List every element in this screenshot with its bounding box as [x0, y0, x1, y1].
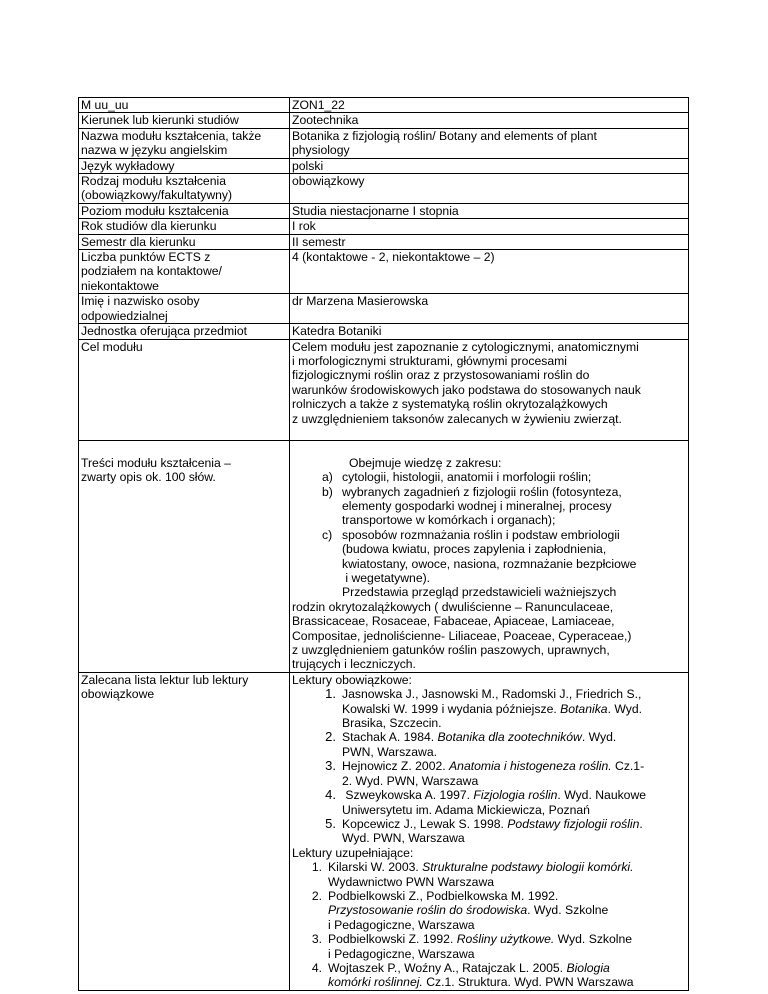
value-line: dr Marzena Masierowska — [292, 294, 429, 309]
value-line: z uwzględnieniem taksonów zalecanych w żywieniu zwierząt. — [292, 411, 622, 426]
content-paragraph-line: Brassicaceae, Rosaceae, Fabaceae, Apiaceae, Lamiaceae, — [292, 614, 615, 629]
label-line: M uu_uu — [81, 98, 129, 112]
row-value — [290, 324, 689, 339]
info-row — [79, 294, 689, 324]
row-label — [79, 98, 290, 113]
row-value — [290, 339, 689, 441]
italic-title: Podstawy fizjologii roślin — [507, 816, 640, 831]
label-line: Jednostka oferująca przedmiot — [81, 324, 247, 339]
value-line — [292, 188, 686, 202]
reading-item: 2. Stachak A. 1984. Botanika dla zootechników. Wyd. — [292, 730, 686, 744]
reading-item: 4. Szweykowska A. 1997. Fizjologia roślin. Wyd. Naukowe — [292, 788, 686, 802]
label-line: niekontaktowe — [81, 278, 159, 293]
row-label — [79, 324, 290, 339]
row-value — [290, 250, 689, 294]
content-item-line: (budowa kwiatu, proces zapylenia i zapłodnienia, — [292, 542, 686, 556]
content-item-line: c) sposobów rozmnażania roślin i podstaw embriologii — [322, 527, 620, 542]
label-line: Język wykładowy — [81, 158, 175, 173]
item-number: 4. — [311, 960, 322, 975]
italic-title: Fizjologia roślin — [473, 788, 558, 803]
content-paragraph-line: Compositae, jednoliścienne- Liliaceae, Poaceae, Cyperaceae,) — [292, 628, 632, 643]
label-line: podziałem na kontaktowe/ — [81, 264, 222, 279]
row-label — [79, 158, 290, 173]
label-line — [81, 441, 287, 455]
module-card-sheet — [78, 97, 689, 991]
reading-item-cont: Wyd. PWN, Warszawa — [342, 831, 465, 846]
reading-item-cont: Brasika, Szczecin. — [342, 716, 442, 731]
row-label — [79, 113, 290, 128]
content-label — [79, 441, 290, 673]
label-line: Rodzaj modułu kształcenia — [81, 174, 226, 189]
item-marker — [322, 542, 342, 556]
value-line — [292, 264, 686, 278]
reading-item-cont: i Pedagogiczne, Warszawa — [328, 946, 475, 961]
info-row — [79, 219, 689, 234]
item-marker — [322, 499, 342, 513]
info-row — [79, 128, 689, 158]
label-line: Liczba punktów ECTS z — [81, 250, 211, 265]
italic-title: Biologia — [566, 960, 610, 975]
reading-item: 1. Kilarski W. 2003. Strukturalne podstawy biologii komórki. — [292, 860, 686, 874]
label-line: Rok studiów dla kierunku — [81, 219, 217, 234]
content-item-line: a) cytologii, histologii, anatomii i morfologii roślin; — [322, 470, 592, 485]
label-line: Cel modułu — [81, 339, 143, 354]
content-item-line: kwiatostany, owoce, nasiona, rozmnażanie bezpłciowe — [292, 557, 686, 571]
content-paragraph-line: Przedstawia przegląd przedstawicieli ważniejszych — [342, 585, 617, 600]
value-line: I rok — [292, 219, 316, 234]
label-line: Treści modułu kształcenia – — [81, 455, 231, 470]
label-line: odpowiedzialnej — [81, 308, 168, 323]
label-line: Zalecana lista lektur lub lektury — [81, 672, 249, 687]
item-number: 3. — [325, 758, 336, 774]
italic-title: Botanika — [560, 701, 608, 716]
value-line: Katedra Botaniki — [292, 324, 382, 339]
reading-item-cont: i Pedagogiczne, Warszawa — [328, 917, 475, 932]
row-label — [79, 339, 290, 441]
value-line: i morfologicznymi strukturami, głównymi procesami — [292, 353, 567, 368]
value-line: ZON1_22 — [292, 98, 345, 112]
value-line: fizjologicznymi roślin oraz z przystosowaniami roślin do — [292, 368, 590, 383]
item-marker — [322, 571, 342, 585]
item-number: 3. — [311, 932, 322, 947]
row-label — [79, 234, 290, 249]
row-value — [290, 294, 689, 324]
row-value — [290, 174, 689, 204]
value-line — [292, 279, 686, 293]
content-item-line: transportowe w komórkach i organach); — [292, 513, 686, 527]
value-line: rolniczych a także z systematyką roślin okrytozalążkowych — [292, 397, 608, 412]
value-line: physiology — [292, 143, 350, 158]
row-value — [290, 128, 689, 158]
info-row — [79, 174, 689, 204]
value-line: Studia niestacjonarne I stopnia — [292, 203, 459, 218]
reading-item-cont: Uniwersytetu im. Adama Mickiewicza, Poznań — [342, 802, 590, 817]
info-row — [79, 98, 689, 113]
label-line: Nazwa modułu kształcenia, także — [81, 128, 262, 143]
reading-item-cont: Kowalski W. 1999 i wydania późniejsze. Botanika. Wyd. — [342, 701, 643, 716]
row-label — [79, 250, 290, 294]
reading-item-cont: 2. Wyd. PWN, Warszawa — [342, 773, 479, 788]
italic-title: Przystosowanie roślin do środowiska — [328, 903, 528, 918]
reading-item-cont: Wydawnictwo PWN Warszawa — [328, 874, 495, 889]
row-value — [290, 203, 689, 218]
row-label — [79, 128, 290, 158]
content-description — [290, 441, 689, 673]
info-row — [79, 113, 689, 128]
row-label — [79, 203, 290, 218]
spacer-line — [292, 441, 686, 455]
label-line: Imię i nazwisko osoby — [81, 294, 200, 309]
italic-title: Strukturalne podstawy biologii komórki. — [422, 860, 634, 875]
label-line: Semestr dla kierunku — [81, 234, 196, 249]
italic-title: Botanika dla zootechników — [437, 730, 582, 745]
value-line: Botanika z fizjologią roślin/ Botany and elements of plant — [292, 128, 597, 143]
reading-item-cont: Przystosowanie roślin do środowiska. Wyd. Szkolne — [328, 903, 609, 918]
info-row — [79, 234, 689, 249]
italic-title: komórki roślinnej. — [328, 975, 423, 990]
item-marker: c) — [322, 527, 333, 542]
label-line: nazwa w języku angielskim — [81, 143, 228, 158]
content-row — [79, 441, 689, 673]
italic-title: Rośliny użytkowe. — [456, 932, 555, 947]
label-line: Kierunek lub kierunki studiów — [81, 113, 239, 128]
value-line: Celem modułu jest zapoznanie z cytologicznymi, anatomicznymi — [292, 339, 639, 354]
reading-item: 3. Podbielkowski Z. 1992. Rośliny użytkowe. Wyd. Szkolne — [292, 932, 686, 946]
info-row — [79, 158, 689, 173]
info-rows — [79, 98, 689, 991]
reading-label — [79, 672, 290, 990]
info-row — [79, 203, 689, 218]
reading-item-cont: PWN, Warszawa. — [342, 744, 438, 759]
reading-heading: Lektury obowiązkowe: — [292, 672, 412, 687]
item-marker — [322, 557, 342, 571]
item-number: 4. — [325, 787, 336, 803]
reading-item: 4. Wojtaszek P., Woźny A., Ratajczak L. 2005. Biologia — [292, 961, 686, 975]
info-row — [79, 250, 689, 294]
value-line: II semestr — [292, 234, 346, 249]
info-row — [79, 324, 689, 339]
reading-item: 1. Jasnowska J., Jasnowski M., Radomski J., Friedrich S., — [292, 687, 686, 701]
content-intro: Obejmuje wiedzę z zakresu: — [349, 455, 502, 470]
content-paragraph-line: rodzin okrytozalążkowych ( dwuliścienne – Ranunculaceae, — [292, 599, 614, 614]
content-item-line: elementy gospodarki wodnej i mineralnej, procesy — [292, 499, 686, 513]
row-label — [79, 219, 290, 234]
value-line — [292, 309, 686, 323]
reading-heading: Lektury uzupełniające: — [292, 845, 414, 860]
reading-item: 5. Kopcewicz J., Lewak S. 1998. Podstawy fizjologii roślin. — [292, 817, 686, 831]
row-label — [79, 174, 290, 204]
row-label — [79, 294, 290, 324]
row-value — [290, 113, 689, 128]
item-number: 2. — [325, 729, 336, 745]
value-line: polski — [292, 158, 324, 173]
content-item-line: i wegetatywne). — [292, 571, 686, 585]
row-value — [290, 234, 689, 249]
value-line: Zootechnika — [292, 113, 359, 128]
info-row — [79, 339, 689, 441]
item-marker: b) — [322, 484, 333, 499]
row-value — [290, 98, 689, 113]
item-number: 1. — [325, 686, 336, 702]
item-number: 1. — [311, 860, 322, 875]
reading-list — [290, 672, 689, 990]
value-line: obowiązkowy — [292, 174, 365, 189]
value-line: 4 (kontaktowe - 2, niekontaktowe – 2) — [292, 250, 495, 265]
label-line: obowiązkowe — [81, 687, 155, 702]
item-marker: a) — [322, 470, 333, 485]
content-paragraph-line: trujących i leczniczych. — [292, 657, 416, 672]
value-line: warunków środowiskowych jako podstawa do stosowanych nauk — [292, 382, 641, 397]
reading-item: 3. Hejnowicz Z. 2002. Anatomia i histogeneza roślin. Cz.1- — [292, 759, 686, 773]
italic-title: Anatomia i histogeneza roślin. — [449, 759, 612, 774]
module-card-table — [78, 97, 689, 991]
label-line: zwarty opis ok. 100 słów. — [81, 470, 216, 485]
row-value — [290, 158, 689, 173]
label-line: (obowiązkowy/fakultatywny) — [81, 188, 233, 203]
reading-row — [79, 672, 689, 990]
item-marker — [322, 513, 342, 527]
item-number: 5. — [325, 815, 336, 831]
spacer-line — [292, 426, 686, 440]
reading-item-cont: komórki roślinnej. Cz.1. Struktura. Wyd. PWN Warszawa — [328, 975, 634, 990]
label-line: Poziom modułu kształcenia — [81, 203, 229, 218]
content-item-line: b) wybranych zagadnień z fizjologii roślin (fotosynteza, — [322, 484, 622, 499]
item-number: 2. — [311, 888, 322, 903]
row-value — [290, 219, 689, 234]
reading-item: 2. Podbielkowski Z., Podbielkowska M. 1992. — [292, 889, 686, 903]
content-paragraph-line: z uwzględnieniem gatunków roślin paszowych, uprawnych, — [292, 643, 610, 658]
